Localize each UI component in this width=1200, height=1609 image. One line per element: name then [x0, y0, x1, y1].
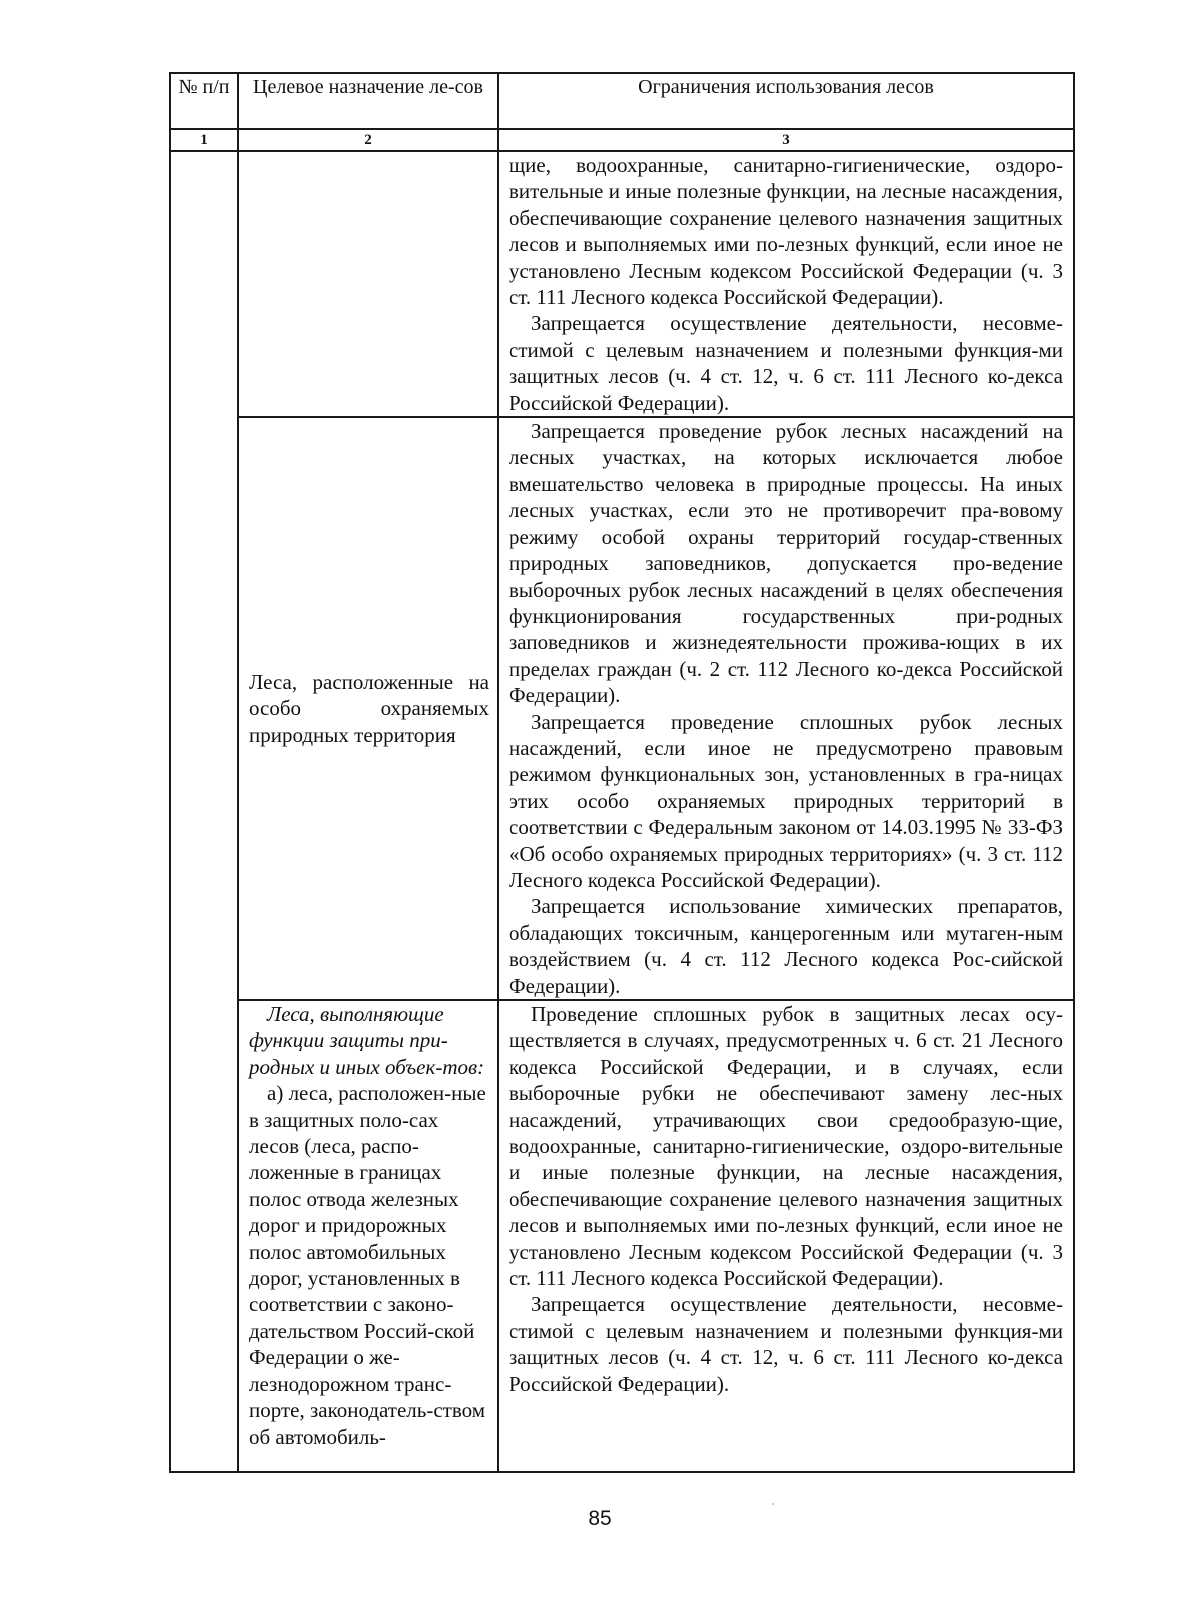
restriction-paragraph: Запрещается проведение сплошных рубок лесных насаждений, если иное не предусмотрено правовым режимом функциональных зон, установленных в гра-ницах этих особо охраняемых природных территорий в соответствии с Федеральным законом от 14.03.1995 № 33-ФЗ «Об особо охраняемых природных территориях» (ч. 3 ст. 112 Лесного кодекса Российской Федерации). [509, 709, 1063, 892]
purpose-cell [238, 1000, 498, 1472]
column-number-row [170, 129, 1074, 151]
table-row [170, 1000, 1074, 1472]
header-number: № п/п [170, 73, 238, 129]
restriction-paragraph: Запрещается осуществление деятельности, несовме-стимой с целевым назначением и полезными функция-ми защитных лесов (ч. 4 ст. 12, ч. 6 ст. 111 Лесного ко-декса Российской Федерации). [509, 1292, 1063, 1396]
purpose-text: а) леса, расположен-ные в защитных поло-сах лесов (леса, распо-ложенные в границах полос отвода железных дорог и придорожных полос автомобильных дорог, установленных в соответствии с законо-дательством Россий-ской Федерации о же-лезнодорожном транс-порте, законодатель-ством об автомобиль- [249, 1081, 486, 1449]
restriction-paragraph: Проведение сплошных рубок в защитных лесах осу-ществляется в случаях, предусмотренных ч. 6 ст. 21 Лесного кодекса Российской Федерации, и в случаях, если выборочные рубки не обеспечивают замену лес-ных насаждений, утрачивающих свои средообразую-щие, водоохранные, санитарно-гигиенические, оздоро-вительные и иные полезные функции, на лесные насаждения, обеспечивающие сохранение целевого назначения защитных лесов и выполняемых ими по-лезных функций, если иное не установлено Лесным кодексом Российской Федерации (ч. 3 ст. 111 Лесного кодекса Российской Федерации). [509, 1002, 1063, 1291]
scan-speck [772, 1503, 774, 1505]
restrictions-cell [498, 1000, 1074, 1472]
header-restrictions: Ограничения использования лесов [498, 73, 1074, 129]
purpose-cell-empty [238, 151, 498, 417]
purpose-text: Леса, расположенные на особо охраняемых природных территория [249, 669, 489, 747]
column-number-2: 2 [238, 129, 498, 151]
restrictions-cell [498, 151, 1074, 417]
row-number-cell [170, 151, 238, 1472]
restriction-paragraph: Запрещается осуществление деятельности, несовме-стимой с целевым назначением и полезными функция-ми защитных лесов (ч. 4 ст. 12, ч. 6 ст. 111 Лесного ко-декса Российской Федерации). [509, 311, 1063, 415]
forest-restrictions-table [169, 72, 1075, 1473]
header-row [170, 73, 1074, 129]
restriction-paragraph: Запрещается использование химических препаратов, обладающих токсичным, канцерогенным или мутаген-ным воздействием (ч. 4 ст. 112 Лесного кодекса Рос-сийской Федерации). [509, 894, 1063, 998]
table-row [170, 151, 1074, 417]
purpose-cell [238, 417, 498, 1000]
restrictions-cell [498, 417, 1074, 1000]
page-number: 85 [588, 1507, 612, 1530]
restriction-paragraph: Запрещается проведение рубок лесных насаждений на лесных участках, на которых исключается любое вмешательство человека в природные процессы. На иных лесных участках, если это не противоречит пра-вовому режиму особой охраны территорий государ-ственных природных заповедников, допускается про-ведение выборочных рубок лесных насаждений в целях обеспечения функционирования государственных при-родных заповедников и жизнедеятельности прожива-ющих в их пределах граждан (ч. 2 ст. 112 Лесного ко-декса Российской Федерации). [509, 419, 1063, 708]
table-row [170, 417, 1074, 1000]
column-number-1: 1 [170, 129, 238, 151]
purpose-heading-italic: Леса, выполняющие функции защиты при-родных и иных объек-тов: [249, 1002, 485, 1079]
column-number-3: 3 [498, 129, 1074, 151]
restriction-paragraph: щие, водоохранные, санитарно-гигиенические, оздоро-вительные и иные полезные функции, на лесные насаждения, обеспечивающие сохранение целевого назначения защитных лесов и выполняемых ими по-лезных функций, если иное не установлено Лесным кодексом Российской Федерации (ч. 3 ст. 111 Лесного кодекса Российской Федерации). [509, 153, 1063, 310]
header-purpose: Целевое назначение ле-сов [238, 73, 498, 129]
